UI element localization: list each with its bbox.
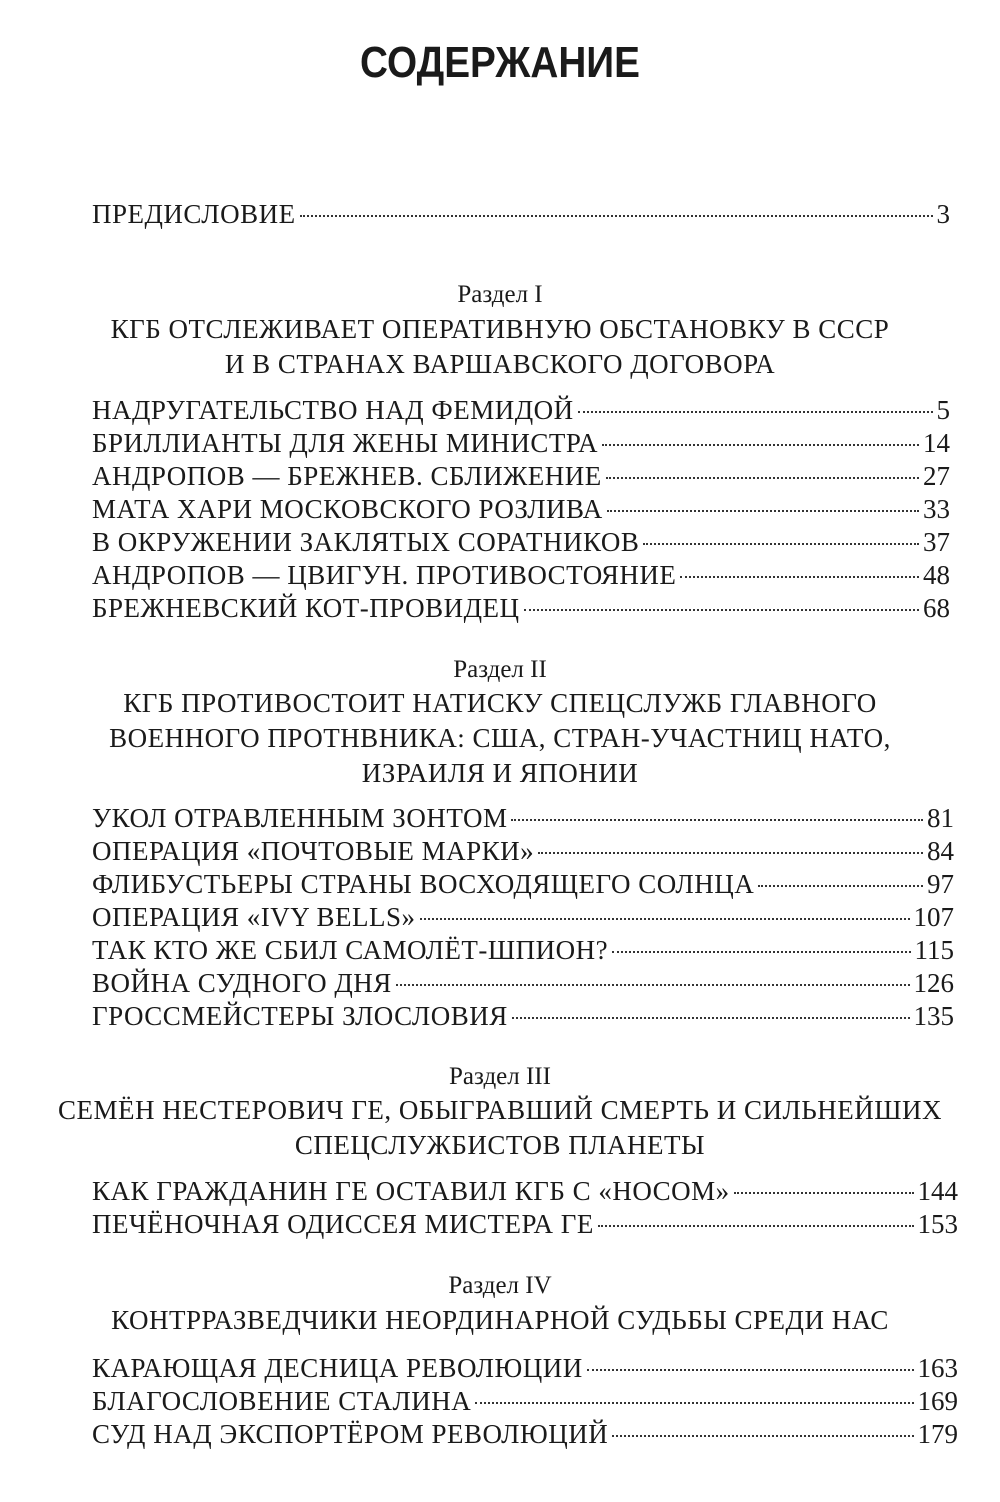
toc-entry-page: 81 — [927, 803, 954, 833]
dot-leader — [512, 1017, 910, 1019]
toc-entry — [92, 934, 954, 966]
toc-entry-title: ВОЙНА СУДНОГО ДНЯ — [92, 968, 392, 998]
toc-entry-title: АНДРОПОВ — БРЕЖНЕВ. СБЛИЖЕНИЕ — [92, 461, 602, 491]
dot-leader — [396, 984, 910, 986]
toc-entry-page: 27 — [923, 461, 950, 491]
toc-entry-page: 135 — [913, 1001, 954, 1031]
section-heading-line: КОНТРРАЗВЕДЧИКИ НЕОРДИНАРНОЙ СУДЬБЫ СРЕДИ НАС — [111, 1305, 889, 1335]
dot-leader — [524, 609, 919, 611]
toc-entry — [92, 427, 950, 459]
toc-entry-page: 97 — [927, 869, 954, 899]
toc-entry-page: 169 — [917, 1386, 958, 1416]
toc-entry-page: 163 — [917, 1353, 958, 1383]
toc-entry-page: 144 — [917, 1176, 958, 1206]
dot-leader — [587, 1369, 914, 1371]
toc-entry-page: 107 — [913, 902, 954, 932]
section-heading-line: ИЗРАИЛЯ И ЯПОНИИ — [361, 758, 639, 788]
dot-leader — [612, 1435, 913, 1437]
dot-leader — [511, 819, 923, 821]
toc-entry — [92, 1352, 958, 1384]
toc-entry-title: БРЕЖНЕВСКИЙ КОТ-ПРОВИДЕЦ — [92, 593, 520, 623]
section-heading-line: И В СТРАНАХ ВАРШАВСКОГО ДОГОВОРА — [224, 349, 776, 379]
section-heading-line: СПЕЦСЛУЖБИСТОВ ПЛАНЕТЫ — [294, 1130, 706, 1160]
toc-entry — [92, 967, 954, 999]
toc-entry — [92, 493, 950, 525]
toc-entry-title: НАДРУГАТЕЛЬСТВО НАД ФЕМИДОЙ — [92, 395, 574, 425]
section-heading — [60, 1303, 940, 1338]
toc-entry-title: КАК ГРАЖДАНИН ГЕ ОСТАВИЛ КГБ С «НОСОМ» — [92, 1176, 730, 1206]
section-heading — [40, 1093, 960, 1163]
section-heading-line: КГБ ПРОТИВОСТОИТ НАТИСКУ СПЕЦСЛУЖБ ГЛАВНОГО — [123, 688, 877, 718]
toc-entry — [92, 901, 954, 933]
toc-entry — [92, 1418, 958, 1450]
toc-entry-title: ГРОССМЕЙСТЕРЫ ЗЛОСЛОВИЯ — [92, 1001, 508, 1031]
toc-entry-title: ТАК КТО ЖЕ СБИЛ САМОЛЁТ-ШПИОН? — [92, 935, 609, 965]
toc-entry-page: 48 — [923, 560, 950, 590]
dot-leader — [612, 951, 910, 953]
toc-entry-page: 84 — [927, 836, 954, 866]
toc-entry-title: ПЕЧЁНОЧНАЯ ОДИССЕЯ МИСТЕРА ГЕ — [92, 1209, 594, 1239]
toc-entry-title: КАРАЮЩАЯ ДЕСНИЦА РЕВОЛЮЦИИ — [92, 1353, 583, 1383]
toc-entry-title: АНДРОПОВ — ЦВИГУН. ПРОТИВОСТОЯНИЕ — [92, 560, 677, 590]
dot-leader — [578, 411, 933, 413]
toc-entry — [92, 460, 950, 492]
toc-entry-page: 5 — [936, 395, 950, 425]
toc-entry — [92, 592, 950, 624]
dot-leader — [538, 852, 923, 854]
toc-entry — [92, 559, 950, 591]
toc-entry — [92, 802, 954, 834]
toc-entry-title: В ОКРУЖЕНИИ ЗАКЛЯТЫХ СОРАТНИКОВ — [92, 527, 640, 557]
toc-entry-title: УКОЛ ОТРАВЛЕННЫМ ЗОНТОМ — [92, 803, 508, 833]
section-heading — [60, 312, 940, 382]
section-heading-line: СЕМЁН НЕСТЕРОВИЧ ГЕ, ОБЫГРАВШИЙ СМЕРТЬ И СИЛЬНЕЙШИХ — [57, 1095, 943, 1125]
toc-entry-title: ОПЕРАЦИЯ «IVY BELLS» — [92, 902, 416, 932]
dot-leader — [300, 215, 933, 217]
dot-leader — [680, 576, 919, 578]
toc-entry-page: 126 — [913, 968, 954, 998]
dot-leader — [475, 1402, 913, 1404]
toc-entry-title: ОПЕРАЦИЯ «ПОЧТОВЫЕ МАРКИ» — [92, 836, 535, 866]
toc-entry-page: 37 — [923, 527, 950, 557]
toc-entry-page: 14 — [923, 428, 950, 458]
toc-entry-page: 68 — [923, 593, 950, 623]
toc-entry — [92, 526, 950, 558]
toc-entry-page: 179 — [917, 1419, 958, 1449]
dot-leader — [420, 918, 910, 920]
dot-leader — [606, 477, 919, 479]
dot-leader — [607, 510, 919, 512]
toc-entry-page: 115 — [914, 935, 954, 965]
toc-entry — [92, 1000, 954, 1032]
section-heading-line: ВОЕННОГО ПРОТНВНИКА: США, СТРАН-УЧАСТНИЦ НАТО, — [109, 723, 891, 753]
toc-entry-title: МАТА ХАРИ МОСКОВСКОГО РОЗЛИВА — [92, 494, 603, 524]
section-heading — [60, 686, 940, 791]
toc-entry — [92, 868, 954, 900]
toc-entry — [92, 1175, 958, 1207]
toc-entry-preface — [92, 198, 950, 230]
section-label: Раздел I — [457, 281, 543, 308]
dot-leader — [643, 543, 919, 545]
section-label: Раздел IV — [448, 1272, 552, 1299]
toc-entry-title: БРИЛЛИАНТЫ ДЛЯ ЖЕНЫ МИНИСТРА — [92, 428, 598, 458]
toc-entry — [92, 394, 950, 426]
toc-entry-title: СУД НАД ЭКСПОРТЁРОМ РЕВОЛЮЦИЙ — [92, 1419, 609, 1449]
toc-entry — [92, 1385, 958, 1417]
toc-entry-page: 153 — [917, 1209, 958, 1239]
toc-entry-title: ПРЕДИСЛОВИЕ — [92, 199, 296, 229]
dot-leader — [598, 1225, 914, 1227]
toc-entry-page: 33 — [923, 494, 950, 524]
section-label: Раздел II — [453, 656, 547, 683]
toc-entry-title: ФЛИБУСТЬЕРЫ СТРАНЫ ВОСХОДЯЩЕГО СОЛНЦА — [92, 869, 755, 899]
section-heading-line: КГБ ОТСЛЕЖИВАЕТ ОПЕРАТИВНУЮ ОБСТАНОВКУ В СССР — [110, 314, 890, 344]
dot-leader — [602, 444, 919, 446]
dot-leader — [734, 1192, 914, 1194]
toc-entry — [92, 1208, 958, 1240]
toc-entry-title: БЛАГОСЛОВЕНИЕ СТАЛИНА — [92, 1386, 472, 1416]
dot-leader — [758, 885, 923, 887]
toc-entry-page: 3 — [936, 199, 950, 229]
section-label: Раздел III — [449, 1063, 551, 1090]
toc-entry — [92, 835, 954, 867]
page-title: СОДЕРЖАНИЕ — [360, 38, 640, 87]
